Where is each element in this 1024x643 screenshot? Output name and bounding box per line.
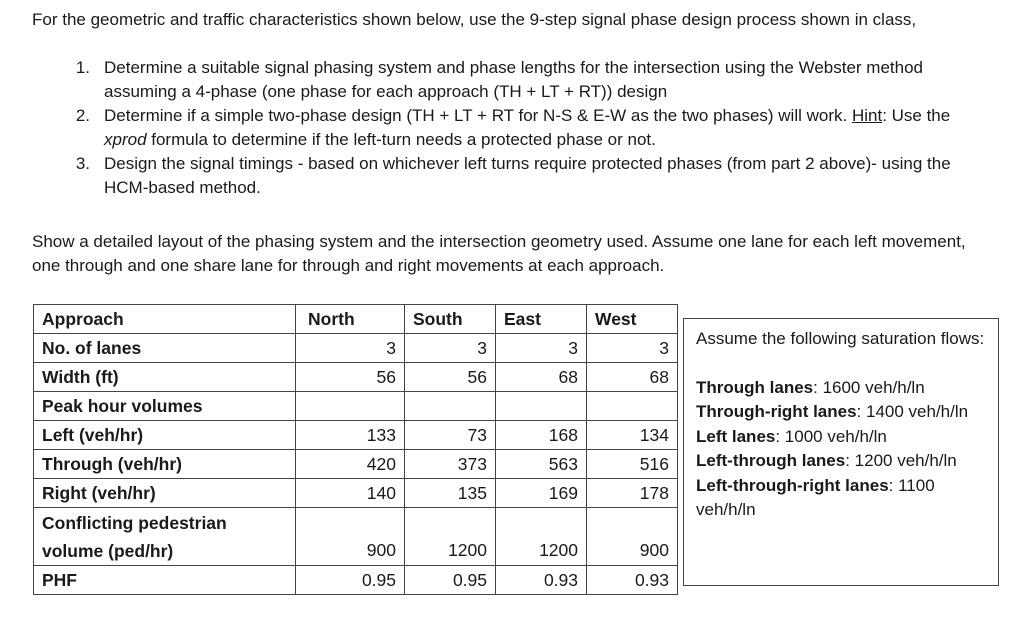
- cell-east: 168: [496, 421, 587, 450]
- cell-west: 3: [587, 334, 678, 363]
- intro-paragraph: For the geometric and traffic characteristics shown below, use the 9-step signal phase design process shown in class,: [32, 10, 917, 29]
- traffic-table: [33, 304, 678, 595]
- header-east: East: [496, 305, 587, 334]
- cell-west: 68: [587, 363, 678, 392]
- cell-west: 178: [587, 479, 678, 508]
- cell-east: 169: [496, 479, 587, 508]
- table-row-right: [34, 479, 678, 508]
- saturation-item: [696, 449, 988, 474]
- task-text-part: formula to determine if the left-turn needs a protected phase or not.: [146, 130, 656, 149]
- cell-north: 0.95: [296, 566, 405, 595]
- row-label: Width (ft): [34, 363, 296, 392]
- saturation-value: : 1400 veh/h/ln: [856, 402, 969, 421]
- cell-west: 900: [587, 508, 678, 566]
- saturation-label: Left-through lanes: [696, 451, 846, 470]
- table-row-width: [34, 363, 678, 392]
- task-text: Determine a suitable signal phasing system and phase lengths for the intersection using the Webster method assuming a 4-phase (one phase for each approach (TH + LT + RT)) design: [104, 58, 923, 101]
- saturation-value: : 1200 veh/h/ln: [845, 451, 957, 470]
- cell-south: 56: [405, 363, 496, 392]
- saturation-item: [696, 425, 988, 450]
- saturation-label: Left lanes: [696, 426, 776, 446]
- saturation-value: : 1000 veh/h/ln: [775, 426, 887, 446]
- task-list: [32, 56, 992, 200]
- task-item-3: [32, 152, 992, 200]
- row-label-line: Conflicting pedestrian: [42, 512, 227, 533]
- header-south: South: [405, 305, 496, 334]
- cell-east: 68: [496, 363, 587, 392]
- cell-west: 134: [587, 421, 678, 450]
- cell-north: [296, 392, 405, 421]
- table-row-through: [34, 450, 678, 479]
- cell-south: 3: [405, 334, 496, 363]
- saturation-item: [696, 400, 988, 425]
- cell-east: 3: [496, 334, 587, 363]
- xprod-term: xprod: [104, 130, 147, 149]
- row-label: PHF: [34, 566, 296, 595]
- saturation-value: : 1100 veh/h/ln: [696, 475, 935, 519]
- table-row-lanes: [34, 334, 678, 363]
- cell-west: 516: [587, 450, 678, 479]
- cell-south: 73: [405, 421, 496, 450]
- row-label: [34, 508, 296, 566]
- table-row-pedestrian: [34, 508, 678, 566]
- cell-east: 1200: [496, 508, 587, 566]
- task-text-part: Determine if a simple two-phase design (TH + LT + RT for N-S & E-W as the two phases) will work.: [104, 106, 852, 125]
- cell-south: 0.95: [405, 566, 496, 595]
- cell-east: 563: [496, 450, 587, 479]
- task-text: [104, 104, 992, 152]
- row-label: Left (veh/hr): [34, 421, 296, 450]
- row-label: Right (veh/hr): [34, 479, 296, 508]
- cell-north: 3: [296, 334, 405, 363]
- table-row-peak: [34, 392, 678, 421]
- task-number: 3.: [75, 154, 90, 173]
- cell-east: 0.93: [496, 566, 587, 595]
- row-label-line: volume (ped/hr): [42, 540, 174, 561]
- cell-north: 420: [296, 450, 405, 479]
- row-label: No. of lanes: [34, 334, 296, 363]
- task-item-2: [32, 104, 992, 152]
- cell-south: [405, 392, 496, 421]
- row-label: Through (veh/hr): [34, 450, 296, 479]
- hint-label: Hint: [851, 106, 883, 125]
- task-number: 1.: [75, 58, 90, 77]
- task-item-1: [32, 56, 992, 104]
- table-row-phf: [34, 566, 678, 595]
- header-approach: Approach: [34, 305, 296, 334]
- cell-east: [496, 392, 587, 421]
- task-number: 2.: [75, 106, 90, 125]
- row-label: Peak hour volumes: [34, 392, 296, 421]
- table-header-row: [34, 305, 678, 334]
- header-west: West: [587, 305, 678, 334]
- cell-south: 373: [405, 450, 496, 479]
- cell-west: [587, 392, 678, 421]
- task-text: Design the signal timings - based on whichever left turns require protected phases (from part 2 above)- using the HCM-based method.: [104, 154, 951, 197]
- cell-south: 135: [405, 479, 496, 508]
- saturation-intro: Assume the following saturation flows:: [696, 329, 985, 348]
- saturation-label: Left-through-right lanes: [696, 475, 889, 495]
- saturation-label: Through-right lanes: [696, 402, 857, 421]
- cell-north: 56: [296, 363, 405, 392]
- saturation-label: Through lanes: [696, 377, 814, 397]
- cell-north: 133: [296, 421, 405, 450]
- layout-instruction: Show a detailed layout of the phasing system and the intersection geometry used. Assume one lane for each left movement, one through and one share lane for through and right movements at each approach.: [32, 232, 966, 275]
- header-north: North: [296, 305, 405, 334]
- saturation-item: [696, 376, 988, 401]
- saturation-flow-box: [683, 318, 999, 586]
- saturation-value: : 1600 veh/h/ln: [813, 377, 925, 397]
- cell-north: 140: [296, 479, 405, 508]
- cell-west: 0.93: [587, 566, 678, 595]
- cell-north: 900: [296, 508, 405, 566]
- task-text-part: : Use the: [882, 106, 951, 125]
- saturation-item: [696, 474, 988, 523]
- cell-south: 1200: [405, 508, 496, 566]
- table-row-left: [34, 421, 678, 450]
